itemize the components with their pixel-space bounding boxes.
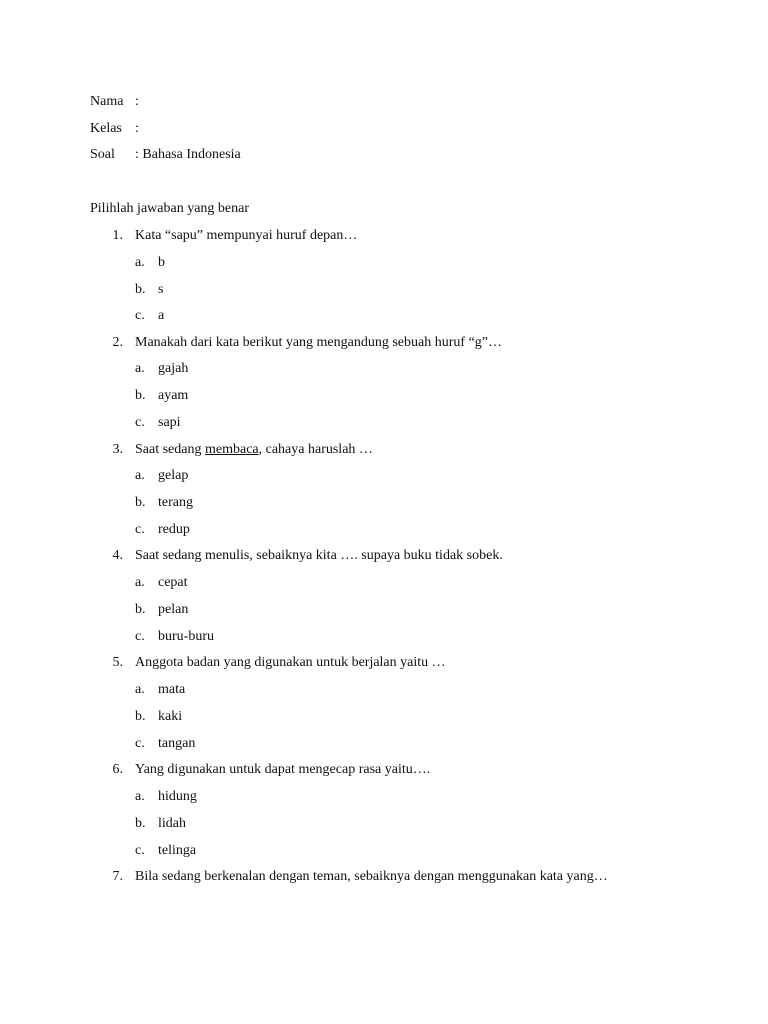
option-letter: b. (135, 388, 146, 403)
class-label: Kelas (90, 121, 122, 136)
option-text: s (158, 282, 164, 297)
name-value: : (135, 94, 139, 109)
option-text: cepat (158, 575, 188, 590)
option-text: hidung (158, 789, 197, 804)
class-value: : (135, 121, 139, 136)
option-text: kaki (158, 709, 183, 724)
option-letter: b. (135, 282, 146, 297)
option-letter: a. (135, 789, 145, 804)
option-letter: c. (135, 308, 145, 323)
question-text: Anggota badan yang digunakan untuk berjalan yaitu … (135, 655, 446, 670)
option-text: terang (158, 495, 193, 510)
question-number: 1. (112, 228, 123, 243)
option-text: gelap (158, 468, 189, 483)
question-number: 6. (112, 762, 123, 777)
question-text (135, 441, 373, 459)
option-letter: a. (135, 361, 145, 376)
question-number: 3. (112, 442, 123, 457)
option-text: ayam (158, 388, 189, 403)
subject-value: : Bahasa Indonesia (135, 147, 241, 162)
instruction-text: Pilihlah jawaban yang benar (90, 201, 250, 216)
question-text-end: , cahaya haruslah … (258, 442, 373, 457)
option-letter: b. (135, 709, 146, 724)
question-number: 2. (112, 335, 123, 350)
option-text: gajah (158, 361, 189, 376)
option-letter: a. (135, 575, 145, 590)
question-text: Saat sedang menulis, sebaiknya kita …. supaya buku tidak sobek. (135, 548, 503, 563)
question-number: 7. (112, 869, 123, 884)
option-text: redup (158, 522, 190, 537)
option-text: b (158, 255, 165, 270)
option-letter: c. (135, 736, 145, 751)
subject-label: Soal (90, 147, 115, 162)
option-letter: c. (135, 629, 145, 644)
option-text: tangan (158, 736, 196, 751)
question-text: Kata “sapu” mempunyai huruf depan… (135, 228, 358, 243)
option-text: mata (158, 682, 186, 697)
option-text: a (158, 308, 165, 323)
question-text: Bila sedang berkenalan dengan teman, sebaiknya dengan menggunakan kata yang… (135, 869, 608, 884)
underlined-word: membaca (204, 442, 259, 457)
option-letter: b. (135, 602, 146, 617)
option-letter: a. (135, 468, 145, 483)
option-letter: c. (135, 415, 145, 430)
option-text: lidah (158, 816, 186, 831)
question-text: Yang digunakan untuk dapat mengecap rasa yaitu…. (135, 762, 431, 777)
option-letter: a. (135, 682, 145, 697)
option-text: pelan (158, 602, 189, 617)
option-letter: c. (135, 522, 145, 537)
question-number: 5. (112, 655, 123, 670)
option-letter: b. (135, 495, 146, 510)
question-number: 4. (112, 548, 123, 563)
option-letter: a. (135, 255, 145, 270)
question-text: Manakah dari kata berikut yang mengandung sebuah huruf “g”… (135, 335, 502, 350)
option-text: buru-buru (158, 629, 214, 644)
option-letter: c. (135, 843, 145, 858)
name-label: Nama (90, 94, 124, 109)
option-text: sapi (158, 415, 181, 430)
question-text-start: Saat sedang (135, 442, 205, 457)
option-letter: b. (135, 816, 146, 831)
option-text: telinga (158, 843, 197, 858)
